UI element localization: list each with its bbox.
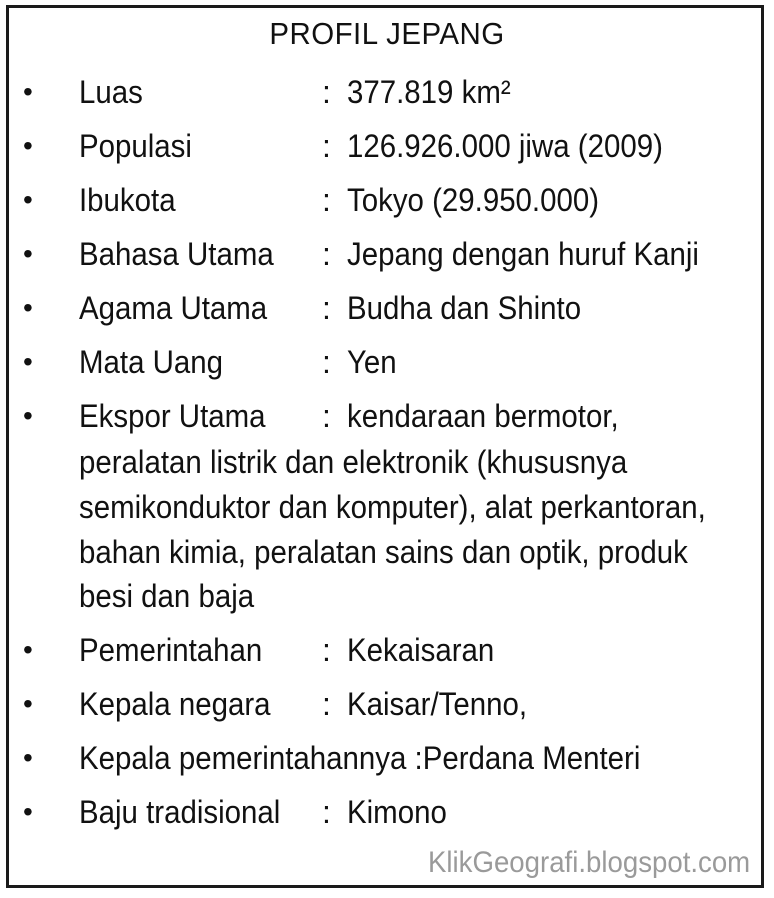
item-separator: : [322,236,331,272]
item-separator: : [322,632,331,668]
bullet-icon: • [23,292,33,323]
bullet-icon: • [23,76,33,107]
page-title: PROFIL JEPANG [269,16,505,51]
item-label: Kepala negara [79,686,271,722]
item-value: Yen [347,344,397,380]
item-value: Kimono [347,794,447,830]
item-label: Baju tradisional [79,794,281,830]
watermark-text: KlikGeografi.blogspot.com [427,846,750,879]
item-value: Budha dan Shinto [347,290,582,326]
item-separator: : [322,182,331,218]
item-label: Luas [79,74,143,110]
bullet-icon: • [23,400,33,431]
item-value: Tokyo (29.950.000) [347,182,600,218]
item-separator: : [322,686,331,722]
ekspor-continuation-line: peralatan listrik dan elektronik (khususnya [79,444,628,480]
item-separator: : [322,794,331,830]
item-full-line: Kepala pemerintahannya :Perdana Menteri [79,740,641,776]
ekspor-continuation-line: besi dan baja [79,578,255,614]
item-label: Ekspor Utama [79,398,266,434]
bullet-icon: • [23,688,33,719]
item-separator: : [322,290,331,326]
item-separator: : [322,74,331,110]
bullet-icon: • [23,634,33,665]
item-value: Jepang dengan huruf Kanji [347,236,699,272]
bullet-icon: • [23,796,33,827]
item-label: Bahasa Utama [79,236,274,272]
item-label: Ibukota [79,182,176,218]
item-label: Agama Utama [79,290,268,326]
item-label: Mata Uang [79,344,224,380]
item-separator: : [322,398,331,434]
item-value: 377.819 km² [347,74,511,110]
item-separator: : [322,128,331,164]
item-value: Kekaisaran [347,632,495,668]
item-label: Populasi [79,128,192,164]
ekspor-continuation-line: bahan kimia, peralatan sains dan optik, produk [79,534,688,570]
item-label: Pemerintahan [79,632,263,668]
bullet-icon: • [23,238,33,269]
bullet-icon: • [23,346,33,377]
item-separator: : [322,344,331,380]
bullet-icon: • [23,184,33,215]
item-value: kendaraan bermotor, [347,398,619,434]
bullet-icon: • [23,742,33,773]
item-value: 126.926.000 jiwa (2009) [347,128,663,164]
item-value: Kaisar/Tenno, [347,686,528,722]
bullet-icon: • [23,130,33,161]
ekspor-continuation-line: semikonduktor dan komputer), alat perkantoran, [79,489,706,525]
